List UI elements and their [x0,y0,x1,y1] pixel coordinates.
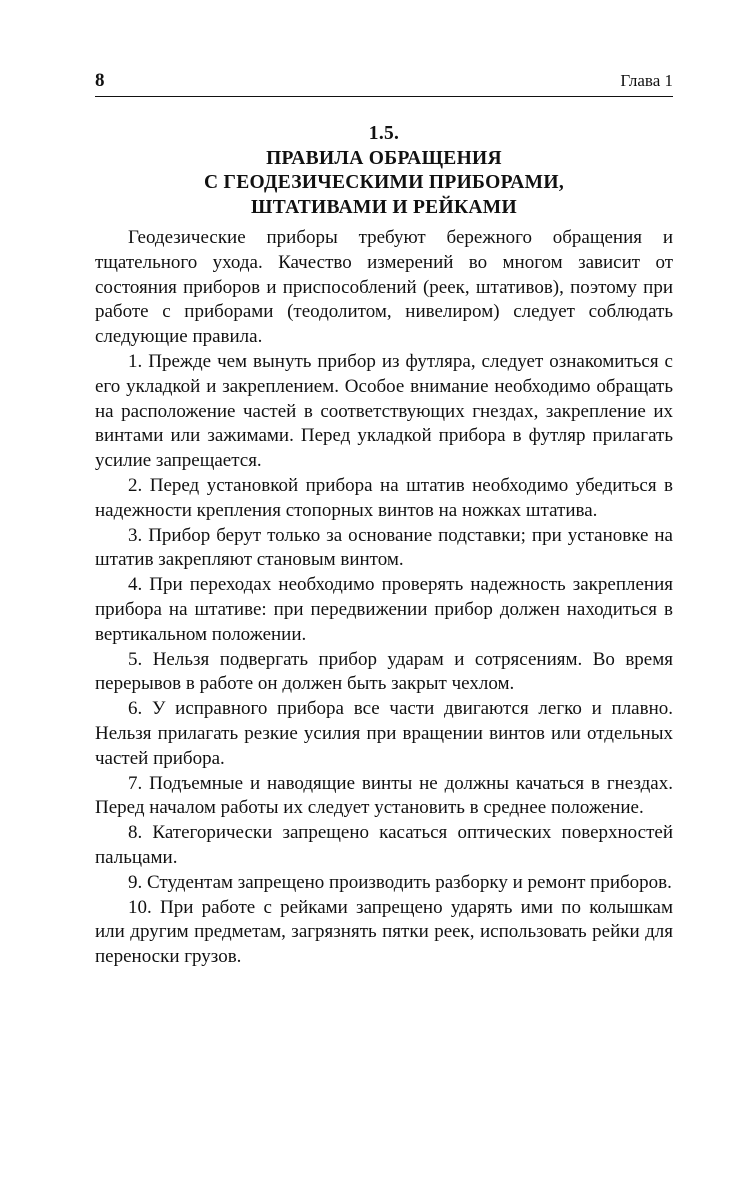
section-title-line: ПРАВИЛА ОБРАЩЕНИЯ [266,147,502,169]
section-number: 1.5. [368,123,400,144]
rule-paragraph: 8. Категорически запрещено касаться оптических поверхностей пальцами. [95,822,673,868]
rule-paragraph: 4. При переходах необходимо проверять надежность закрепления прибора на штативе: при передвижении прибор должен находиться в вертикальном положении. [95,574,673,645]
rule-paragraph: 3. Прибор берут только за основание подставки; при установке на штатив закрепляют становым винтом. [95,524,673,571]
section-title-line: С ГЕОДЕЗИЧЕСКИМИ ПРИБОРАМИ, [203,172,565,193]
rule-paragraph: 6. У исправного прибора все части двигаются легко и плавно. Нельзя прилагать резкие усилия при вращении винтов или отдельных частей прибора. [95,698,673,769]
page-number: 8 [95,70,105,91]
section-heading [95,122,673,220]
rule-paragraph: 5. Нельзя подвергать прибор ударам и сотрясениям. Во время перерывов в работе он должен быть закрыт чехлом. [95,648,673,695]
rule-paragraph: 9. Студентам запрещено производить разборку и ремонт приборов. [128,871,672,893]
chapter-label: Глава 1 [620,71,673,90]
section-title-line: ШТАТИВАМИ И РЕЙКАМИ [251,196,517,218]
rule-paragraph: 1. Прежде чем вынуть прибор из футляра, следует ознакомиться с его укладкой и закреплением. Особое внимание необходимо обращать на расположение частей в соответствующих гнездах, закрепление их винтами или зажимами. Перед укладкой прибора в футляр прилагать усилие запрещается. [95,350,673,472]
running-header [95,66,673,97]
rule-paragraph: 2. Перед установкой прибора на штатив необходимо убедиться в надежности крепления стопорных винтов на ножках штатива. [95,474,673,521]
rule-paragraph: 10. При работе с рейками запрещено ударять ими по колышкам или другим предметам, загрязнять пятки реек, использовать рейки для переноски грузов. [95,896,673,968]
intro-paragraph: Геодезические приборы требуют бережного обращения и тщательного ухода. Качество измерений во многом зависит от состояния приборов и приспособлений (реек, штативов), поэтому при работе с приборами (теодолитом, нивелиром) следует соблюдать следующие правила. [95,227,673,348]
body-text [95,226,673,970]
rule-paragraph: 7. Подъемные и наводящие винты не должны качаться в гнездах. Перед началом работы их следует установить в среднее положение. [95,772,673,819]
